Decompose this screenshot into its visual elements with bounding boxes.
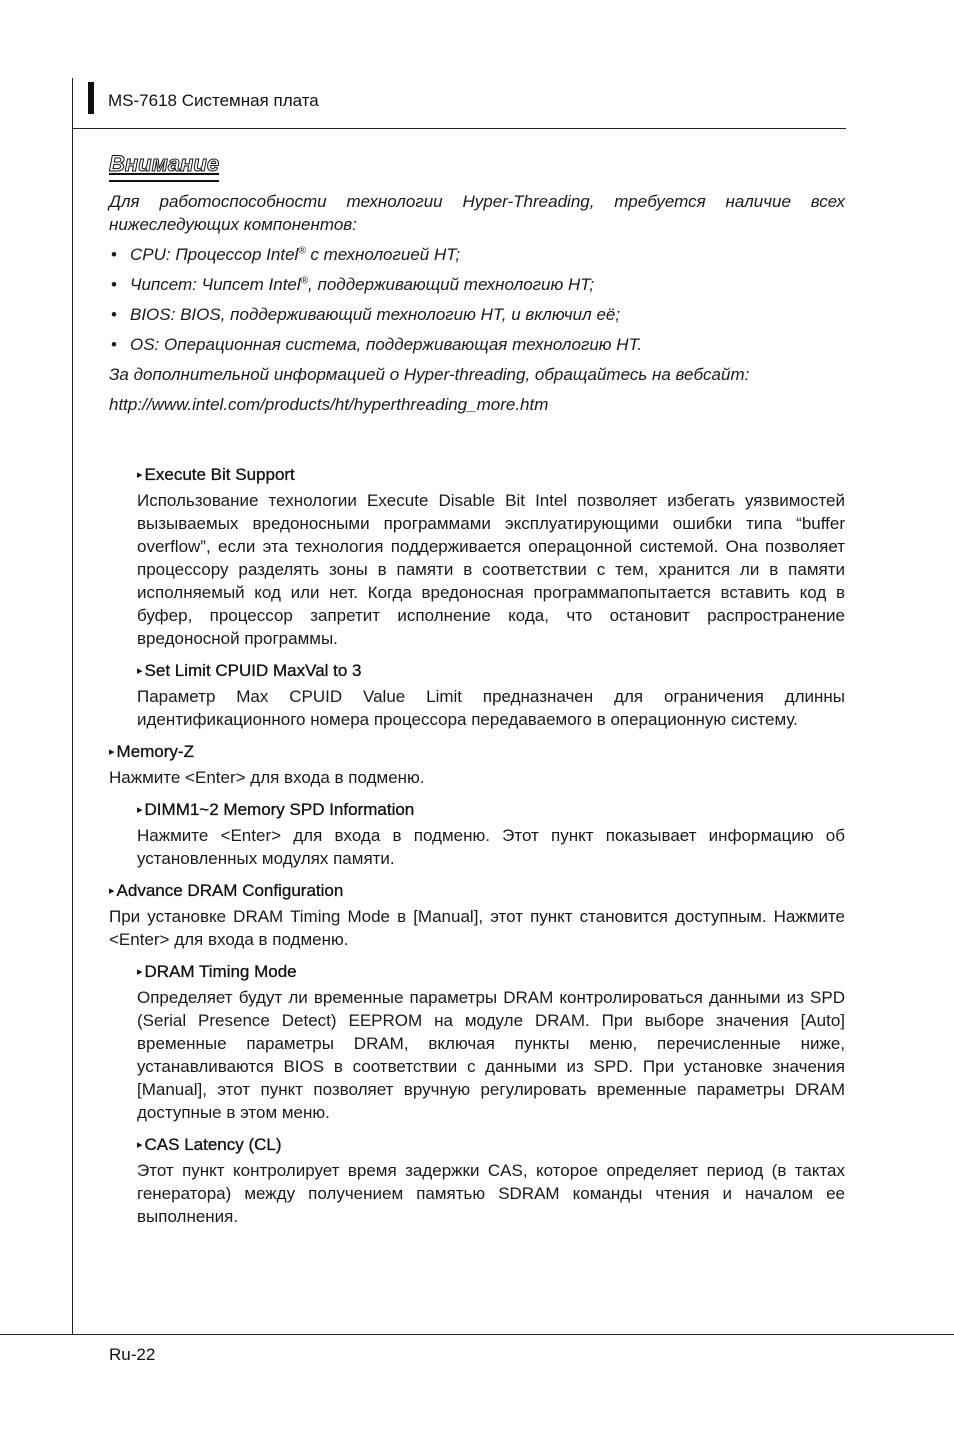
requirement-os <box>109 333 845 356</box>
notice-url: http://www.intel.com/products/ht/hyperthreading_more.htm <box>109 395 549 414</box>
requirement-chipset <box>109 273 845 296</box>
bios-item-descriptions <box>109 454 845 1228</box>
item-title-text: DIMM1~2 Memory SPD Information <box>144 800 415 819</box>
item-title-text: Advance DRAM Configuration <box>116 881 344 900</box>
item-title-text: CAS Latency (CL) <box>144 1135 282 1154</box>
bullet-dot: • <box>111 335 117 354</box>
item-description: Нажмите <Enter> для входа в подменю. <box>109 768 425 787</box>
bullet-dot: • <box>111 275 117 294</box>
item-description: Нажмите <Enter> для входа в подменю. Этот пункт показывает информацию об установленных модулях памяти. <box>137 826 845 868</box>
item-description: При установке DRAM Timing Mode в [Manual], этот пункт становится доступным. Нажмите <Enter> для входа в подменю. <box>109 907 845 949</box>
item-description: Параметр Max CPUID Value Limit предназначен для ограничения длинны идентификационного номера процессора передаваемого в операционную систему. <box>137 687 845 729</box>
requirement-text-tail: , поддерживающий технологию HT; <box>308 275 595 294</box>
item-title <box>109 740 845 764</box>
notice-box <box>109 150 845 416</box>
header-marker-bar <box>88 82 94 114</box>
item-description: Использование технологии Execute Disable Bit Intel позволяет избегать уязвимостей вызываемых вредоносными программами эксплуатирующими ошибки типа “buffer overflow”, если эта технология поддерживается операцонной системой. Она позволяет процессору разделять зоны в памяти в соответствии с тем, хранится ли в памяти исполняемый код или нет. Когда вредоносная программапопытается вставить код в буфер, процессор запретит исполнение кода, что остановит распространение вредоносной программы. <box>137 491 845 648</box>
item-title <box>137 463 845 487</box>
item-memory-z <box>109 740 845 789</box>
notice-more-info: За дополнительной информацией о Hyper-threading, обращайтесь на вебсайт: <box>109 365 750 384</box>
item-title-text: Set Limit CPUID MaxVal to 3 <box>144 661 362 680</box>
item-dram-timing-mode <box>137 960 845 1124</box>
triangle-bullet-icon: ▸ <box>137 1139 143 1151</box>
page-header-title: MS-7618 Системная плата <box>108 91 319 110</box>
bullet-dot: • <box>111 245 117 264</box>
item-execute-bit-support <box>137 463 845 650</box>
item-title-text: DRAM Timing Mode <box>144 962 297 981</box>
requirement-text-tail: с технологией HT; <box>305 245 461 264</box>
item-title <box>137 798 845 822</box>
bullet-dot: • <box>111 305 117 324</box>
triangle-bullet-icon: ▸ <box>137 469 143 481</box>
requirements-list <box>109 243 845 356</box>
requirement-cpu <box>109 243 845 266</box>
item-title-text: Memory-Z <box>116 742 194 761</box>
notice-intro: Для работоспособности технологии Hyper-Threading, требуется наличие всех нижеследующих компонентов: <box>109 192 845 234</box>
item-description: Этот пункт контролирует время задержки CAS, которое определяет период (в тактах генератора) между получением памятью SDRAM команды чтения и началом ее выполнения. <box>137 1161 845 1226</box>
notice-title: Внимание <box>109 150 219 182</box>
item-cas-latency <box>137 1133 845 1228</box>
registered-mark: ® <box>298 245 306 257</box>
item-title-text: Execute Bit Support <box>144 465 295 484</box>
triangle-bullet-icon: ▸ <box>137 665 143 677</box>
item-set-limit-cpuid <box>137 659 845 731</box>
item-title <box>137 960 845 984</box>
triangle-bullet-icon: ▸ <box>137 966 143 978</box>
item-title <box>109 879 845 903</box>
triangle-bullet-icon: ▸ <box>109 885 115 897</box>
registered-mark: ® <box>300 275 309 287</box>
requirement-text: BIOS: BIOS, поддерживающий технологию HT, и включил её; <box>130 305 621 324</box>
requirement-text: CPU: Процессор Intel <box>130 245 299 264</box>
triangle-bullet-icon: ▸ <box>109 746 115 758</box>
item-title <box>137 659 845 683</box>
item-dimm-spd-information <box>137 798 845 870</box>
triangle-bullet-icon: ▸ <box>137 804 143 816</box>
page-number: Ru-22 <box>109 1345 156 1364</box>
item-advance-dram-configuration <box>109 879 845 951</box>
footer-divider <box>0 1334 954 1335</box>
requirement-bios <box>109 303 845 326</box>
item-title <box>137 1133 845 1157</box>
item-description: Определяет будут ли временные параметры DRAM контролироваться данными из SPD (Serial Presence Detect) EEPROM на модуле DRAM. При выборе значения [Auto] временные параметры DRAM, включая пункты меню, перечисленные ниже, устанавливаются BIOS в соответствии с данными из SPD. При установке значения [Manual], этот пункт позволяет вручную регулировать временные параметры DRAM доступные в этом меню. <box>137 988 845 1122</box>
left-margin-line <box>72 78 73 1335</box>
requirement-text: OS: Операционная система, поддерживающая технологию HT. <box>130 335 643 354</box>
header-divider <box>72 128 846 129</box>
requirement-text: Чипсет: Чипсет Intel <box>130 275 301 294</box>
